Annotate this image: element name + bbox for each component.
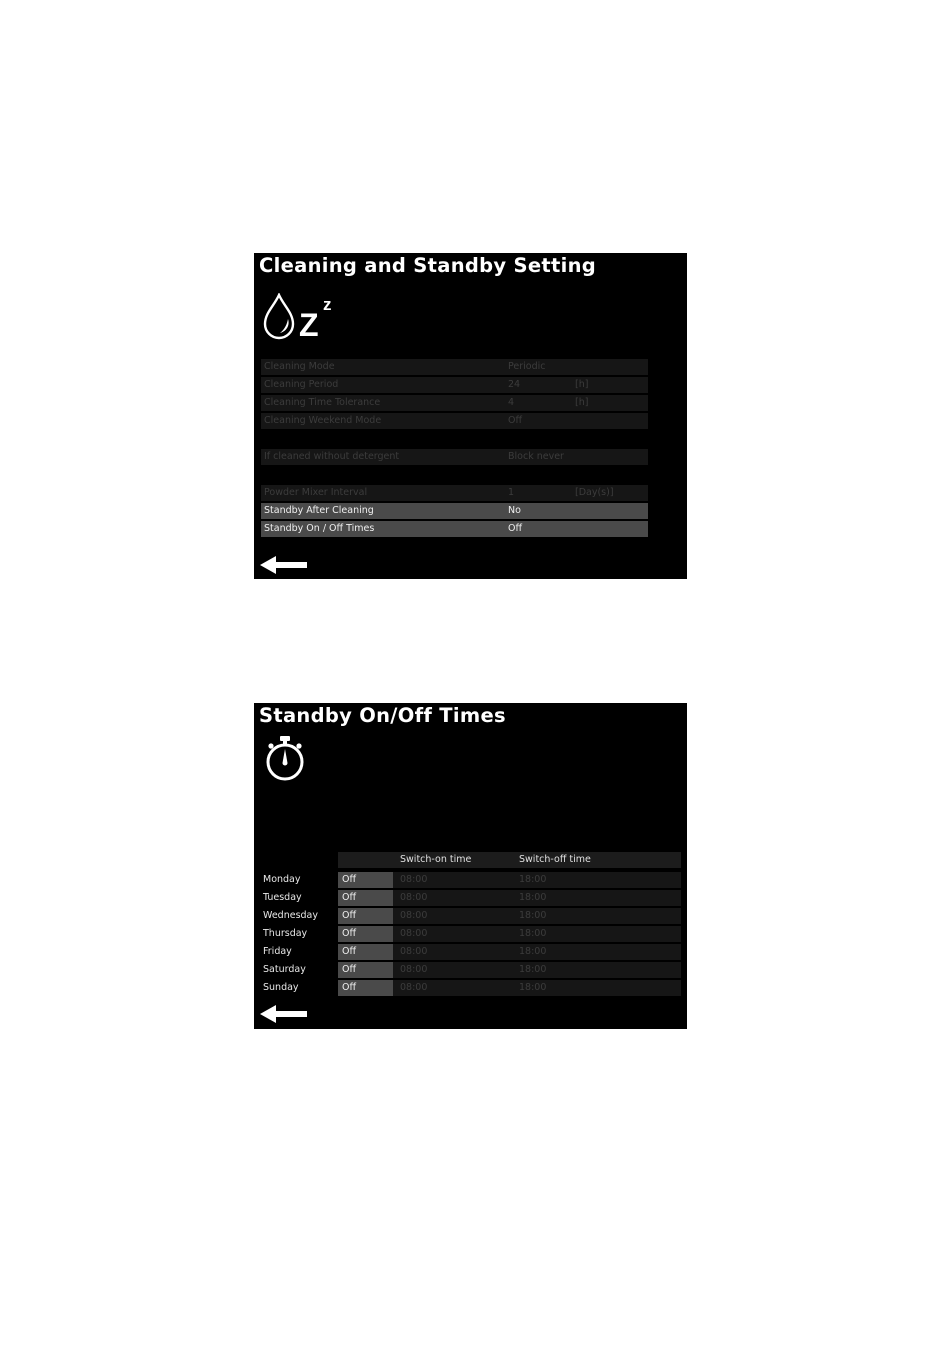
setting-row-powder-mixer-interval (261, 485, 648, 501)
day-times (393, 926, 681, 942)
setting-value: 4 (508, 397, 515, 408)
setting-row-standby-after-cleaning[interactable] (261, 503, 648, 519)
setting-unit: [h] (575, 397, 589, 408)
standby-times-screen (254, 703, 687, 1029)
day-state[interactable]: Off (338, 980, 393, 996)
back-button[interactable] (258, 1004, 308, 1024)
day-times (393, 980, 681, 996)
column-header-switch-off: Switch-off time (519, 854, 591, 865)
day-label: Wednesday (263, 910, 319, 921)
day-label: Sunday (263, 982, 299, 993)
schedule-header (338, 852, 681, 868)
switch-off-time: 18:00 (519, 964, 547, 975)
day-times (393, 962, 681, 978)
page-title: Standby On/Off Times (259, 704, 506, 727)
setting-row-cleaned-without-detergent (261, 449, 648, 465)
setting-label: If cleaned without detergent (264, 451, 400, 462)
day-label: Saturday (263, 964, 306, 975)
setting-label: Cleaning Period (264, 379, 339, 390)
day-state[interactable]: Off (338, 926, 393, 942)
setting-value: Off (508, 415, 523, 426)
switch-on-time: 08:00 (400, 892, 428, 903)
back-arrow-icon (258, 1004, 308, 1024)
back-button[interactable] (258, 555, 308, 575)
setting-value: Periodic (508, 361, 546, 372)
schedule-row-friday (254, 944, 681, 960)
schedule-row-thursday (254, 926, 681, 942)
day-times (393, 872, 681, 888)
schedule-row-saturday (254, 962, 681, 978)
page-title: Cleaning and Standby Setting (259, 254, 597, 277)
sleep-letter-big: Z (299, 307, 319, 341)
setting-unit: [h] (575, 379, 589, 390)
setting-row-standby-on-off-times[interactable] (261, 521, 648, 537)
setting-label: Standby On / Off Times (264, 523, 375, 534)
schedule-row-tuesday (254, 890, 681, 906)
setting-row-cleaning-weekend-mode (261, 413, 648, 429)
switch-off-time: 18:00 (519, 874, 547, 885)
day-state[interactable]: Off (338, 944, 393, 960)
day-state[interactable]: Off (338, 962, 393, 978)
column-header-switch-on: Switch-on time (400, 854, 472, 865)
setting-label: Standby After Cleaning (264, 505, 374, 516)
setting-value: No (508, 505, 521, 516)
switch-on-time: 08:00 (400, 964, 428, 975)
setting-value: 24 (508, 379, 521, 390)
day-label: Friday (263, 946, 292, 957)
switch-off-time: 18:00 (519, 892, 547, 903)
setting-label: Cleaning Mode (264, 361, 335, 372)
switch-off-time: 18:00 (519, 982, 547, 993)
day-times (393, 944, 681, 960)
day-state[interactable]: Off (338, 890, 393, 906)
setting-value: 1 (508, 487, 515, 498)
setting-label: Powder Mixer Interval (264, 487, 368, 498)
cleaning-standby-screen (254, 253, 687, 579)
switch-on-time: 08:00 (400, 946, 428, 957)
day-state[interactable]: Off (338, 872, 393, 888)
back-arrow-icon (258, 555, 308, 575)
switch-on-time: 08:00 (400, 928, 428, 939)
setting-unit: [Day(s)] (575, 487, 614, 498)
day-times (393, 890, 681, 906)
schedule-row-wednesday (254, 908, 681, 924)
day-label: Thursday (263, 928, 308, 939)
setting-row-cleaning-time-tolerance (261, 395, 648, 411)
setting-label: Cleaning Weekend Mode (264, 415, 382, 426)
setting-label: Cleaning Time Tolerance (264, 397, 381, 408)
schedule-row-sunday (254, 980, 681, 996)
day-state[interactable]: Off (338, 908, 393, 924)
switch-off-time: 18:00 (519, 928, 547, 939)
setting-row-cleaning-period (261, 377, 648, 393)
switch-on-time: 08:00 (400, 982, 428, 993)
stopwatch-icon (264, 735, 308, 783)
switch-on-time: 08:00 (400, 910, 428, 921)
day-label: Tuesday (263, 892, 302, 903)
schedule-row-monday (254, 872, 681, 888)
switch-off-time: 18:00 (519, 910, 547, 921)
switch-off-time: 18:00 (519, 946, 547, 957)
day-label: Monday (263, 874, 301, 885)
setting-row-cleaning-mode (261, 359, 648, 375)
setting-value: Block never (508, 451, 564, 462)
sleep-letter-small: z (323, 295, 332, 314)
drop-sleep-icon (262, 293, 342, 341)
setting-value: Off (508, 523, 523, 534)
day-times (393, 908, 681, 924)
switch-on-time: 08:00 (400, 874, 428, 885)
